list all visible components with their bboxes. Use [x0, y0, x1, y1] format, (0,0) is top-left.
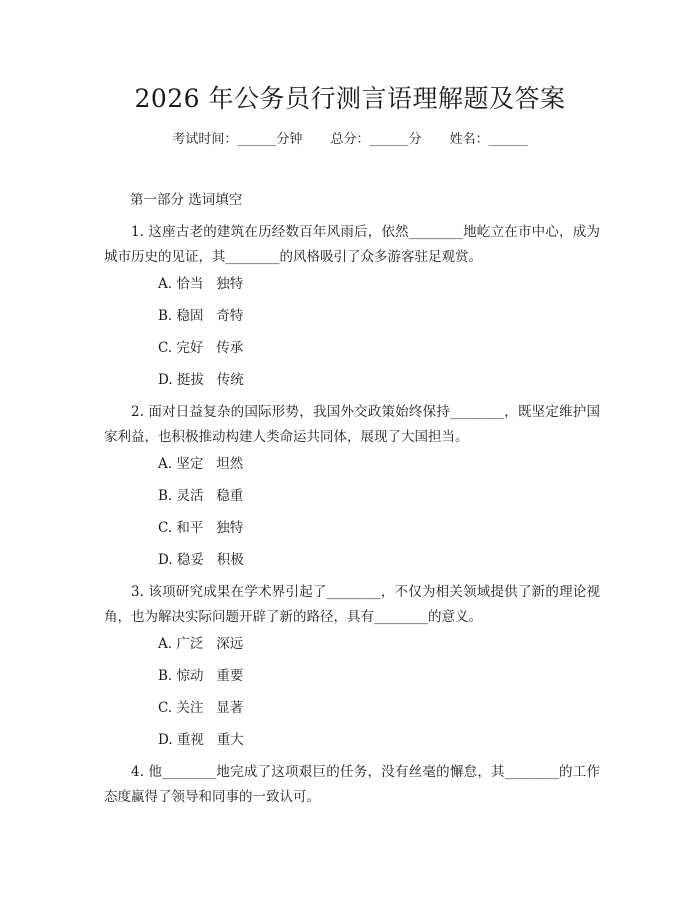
option-2d: D. 稳妥 积极	[158, 552, 244, 568]
option-1c: C. 完好 传承	[158, 340, 244, 356]
option-1d: D. 挺拔 传统	[158, 372, 244, 388]
option-2c: C. 和平 独特	[158, 520, 244, 536]
document-title: 2026 年公务员行测言语理解题及答案	[134, 84, 566, 113]
option-3a: A. 广泛 深远	[158, 636, 244, 652]
option-1b: B. 稳固 奇特	[158, 308, 244, 324]
option-3c: C. 关注 显著	[158, 700, 244, 716]
option-2a: A. 坚定 坦然	[158, 456, 244, 472]
student-name: 姓名：______	[449, 132, 528, 147]
option-2b: B. 灵活 稳重	[158, 488, 244, 504]
option-3b: B. 惊动 重要	[158, 668, 244, 684]
option-1a: A. 恰当 独特	[158, 276, 244, 292]
question-1: 1. 这座古老的建筑在历经数百年风雨后，依然________地屹立在市中心，成为城市历史的见证，其________的风格吸引了众多游客驻足观赏。	[104, 224, 600, 265]
question-3: 3. 该项研究成果在学术界引起了________，不仅为相关领域提供了新的理论视角，也为解决实际问题开辟了新的路径，具有________的意义。	[104, 584, 600, 625]
exam-info	[0, 130, 700, 150]
section-heading: 第一部分 选词填空	[130, 192, 243, 208]
question-2: 2. 面对日益复杂的国际形势，我国外交政策始终保持________，既坚定维护国家利益，也积极推动构建人类命运共同体，展现了大国担当。	[104, 404, 600, 445]
option-3d: D. 重视 重大	[158, 732, 244, 748]
total-score: 总分：______分	[330, 132, 422, 147]
exam-time: 考试时间：______分钟	[172, 132, 303, 147]
question-4: 4. 他________地完成了这项艰巨的任务，没有丝毫的懈怠，其________的工作态度赢得了领导和同事的一致认可。	[104, 764, 600, 805]
